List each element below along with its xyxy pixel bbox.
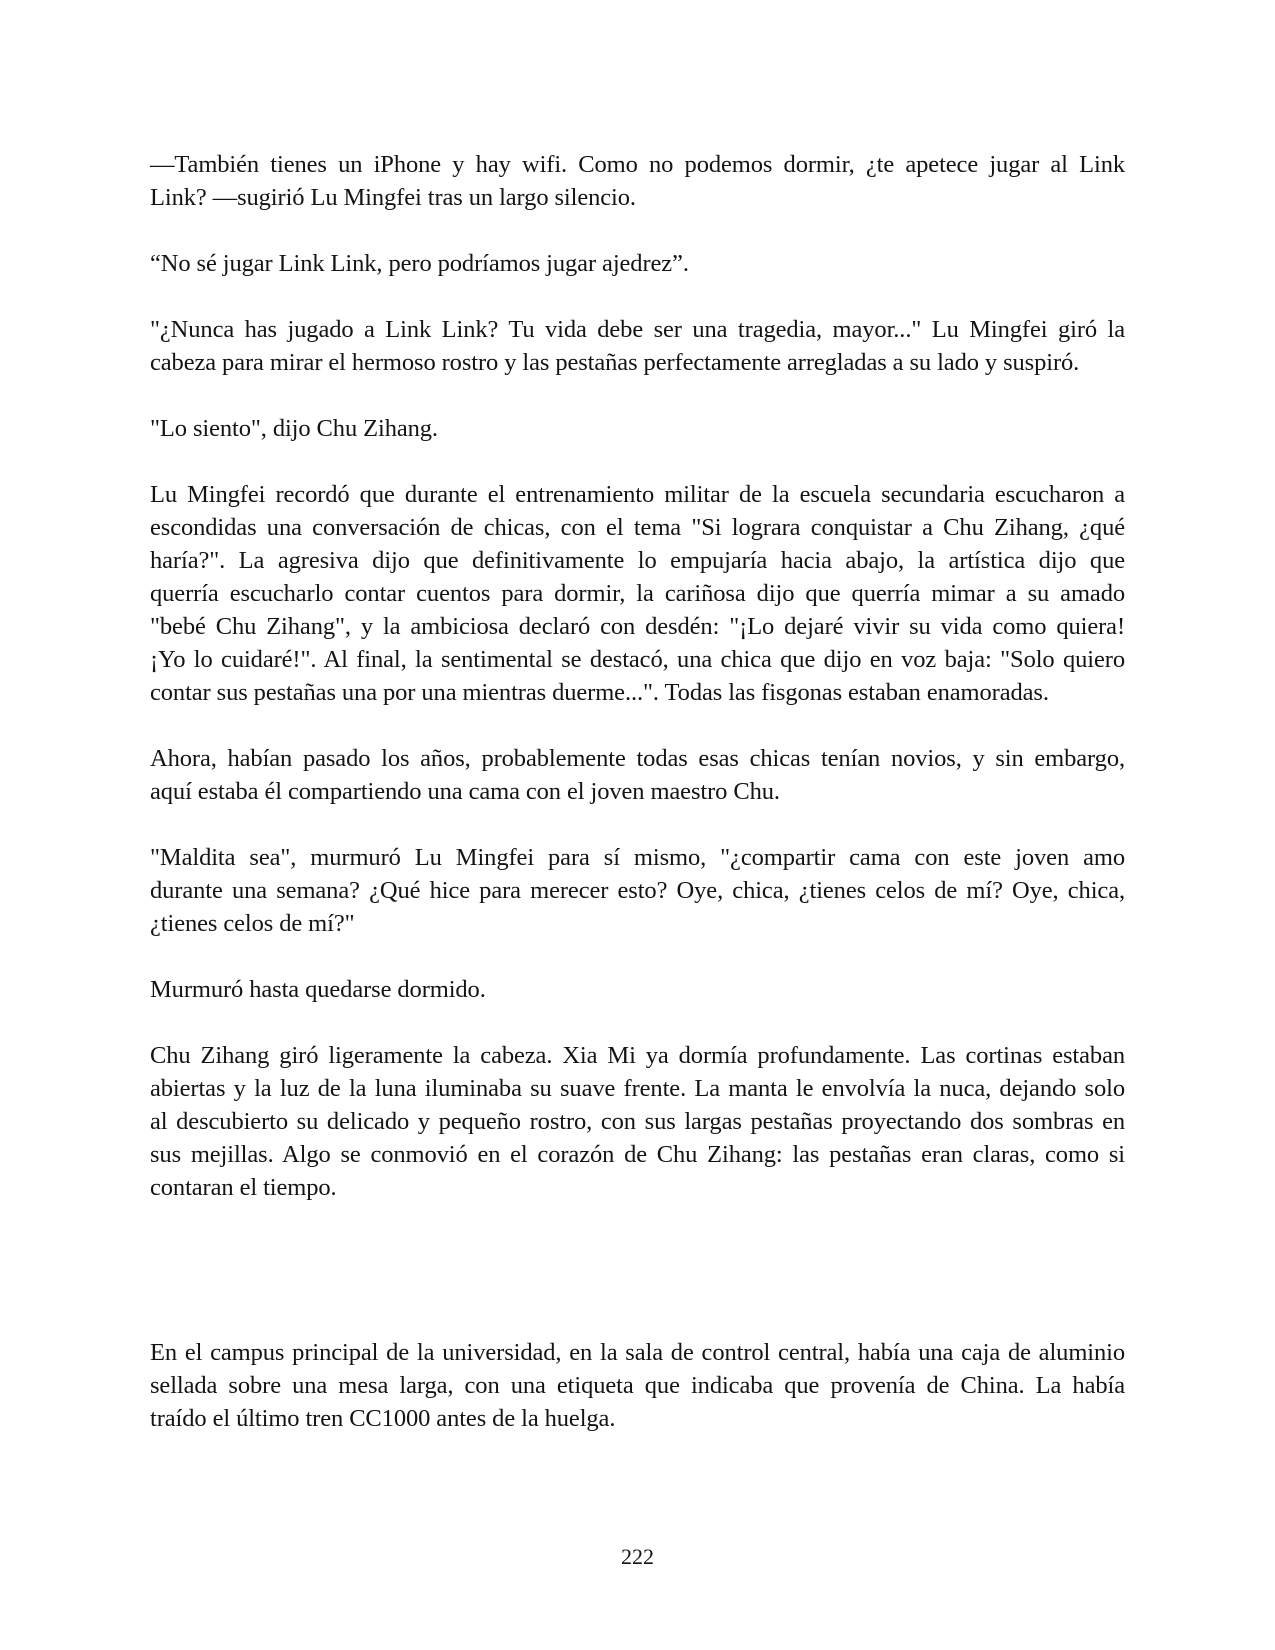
- page-number: 222: [621, 1544, 654, 1569]
- text-line: abiertas y la luz de la luna iluminaba su suave frente. La manta le envolvía la nuca, dejando solo: [150, 1075, 1125, 1102]
- text-line: Ahora, habían pasado los años, probablemente todas esas chicas tenían novios, y sin embargo,: [150, 745, 1125, 772]
- text-line: escondidas una conversación de chicas, con el tema "Si lograra conquistar a Chu Zihang, ¿qué: [150, 514, 1125, 541]
- paragraph-6: [150, 742, 1125, 808]
- paragraph-3: [150, 313, 1125, 379]
- paragraph-8: [150, 973, 1125, 1006]
- text-line: "¿Nunca has jugado a Link Link? Tu vida debe ser una tragedia, mayor..." Lu Mingfei giró la: [150, 316, 1125, 343]
- text-line: cabeza para mirar el hermoso rostro y las pestañas perfectamente arregladas a su lado y suspiró.: [150, 349, 1080, 376]
- text-line: al descubierto su delicado y pequeño rostro, con sus largas pestañas proyectando dos sombras en: [150, 1108, 1125, 1135]
- paragraph-7: [150, 841, 1125, 940]
- text-line: "bebé Chu Zihang", y la ambiciosa declaró con desdén: "¡Lo dejaré vivir su vida como quiera!: [150, 613, 1125, 640]
- text-line: Murmuró hasta quedarse dormido.: [150, 976, 486, 1003]
- text-line: —También tienes un iPhone y hay wifi. Como no podemos dormir, ¿te apetece jugar al Link: [150, 151, 1125, 178]
- text-line: contar sus pestañas una por una mientras duerme...". Todas las fisgonas estaban enamoradas.: [150, 679, 1049, 706]
- paragraph-1: [150, 148, 1125, 214]
- paragraph-5: [150, 478, 1125, 709]
- text-line: Chu Zihang giró ligeramente la cabeza. Xia Mi ya dormía profundamente. Las cortinas estaban: [150, 1042, 1125, 1069]
- text-line: "Lo siento", dijo Chu Zihang.: [150, 415, 438, 442]
- text-line: sellada sobre una mesa larga, con una etiqueta que indicaba que provenía de China. La había: [150, 1372, 1125, 1399]
- text-line: “No sé jugar Link Link, pero podríamos jugar ajedrez”.: [150, 250, 689, 277]
- text-line: Lu Mingfei recordó que durante el entrenamiento militar de la escuela secundaria escucharon a: [150, 481, 1125, 508]
- body-text: [150, 148, 1125, 1468]
- text-line: Link? —sugirió Lu Mingfei tras un largo silencio.: [150, 184, 636, 211]
- text-line: contaran el tiempo.: [150, 1174, 337, 1201]
- text-line: ¡Yo lo cuidaré!". Al final, la sentimental se destacó, una chica que dijo en voz baja: "Solo quiero: [150, 646, 1125, 673]
- text-line: sus mejillas. Algo se conmovió en el corazón de Chu Zihang: las pestañas eran claras, como si: [150, 1141, 1125, 1168]
- text-line: durante una semana? ¿Qué hice para merecer esto? Oye, chica, ¿tienes celos de mí? Oye, chica,: [150, 877, 1125, 904]
- text-line: ¿tienes celos de mí?": [150, 910, 355, 937]
- text-line: "Maldita sea", murmuró Lu Mingfei para sí mismo, "¿compartir cama con este joven amo: [150, 844, 1125, 871]
- paragraph-9: [150, 1039, 1125, 1204]
- text-line: haría?". La agresiva dijo que definitivamente lo empujaría hacia abajo, la artística dijo que: [150, 547, 1125, 574]
- text-line: querría escucharlo contar cuentos para dormir, la cariñosa dijo que querría mimar a su amado: [150, 580, 1125, 607]
- paragraph-2: [150, 247, 1125, 280]
- paragraph-10: [150, 1336, 1125, 1435]
- text-line: traído el último tren CC1000 antes de la huelga.: [150, 1405, 616, 1432]
- paragraph-4: [150, 412, 1125, 445]
- text-line: En el campus principal de la universidad, en la sala de control central, había una caja de aluminio: [150, 1339, 1125, 1366]
- text-line: aquí estaba él compartiendo una cama con el joven maestro Chu.: [150, 778, 780, 805]
